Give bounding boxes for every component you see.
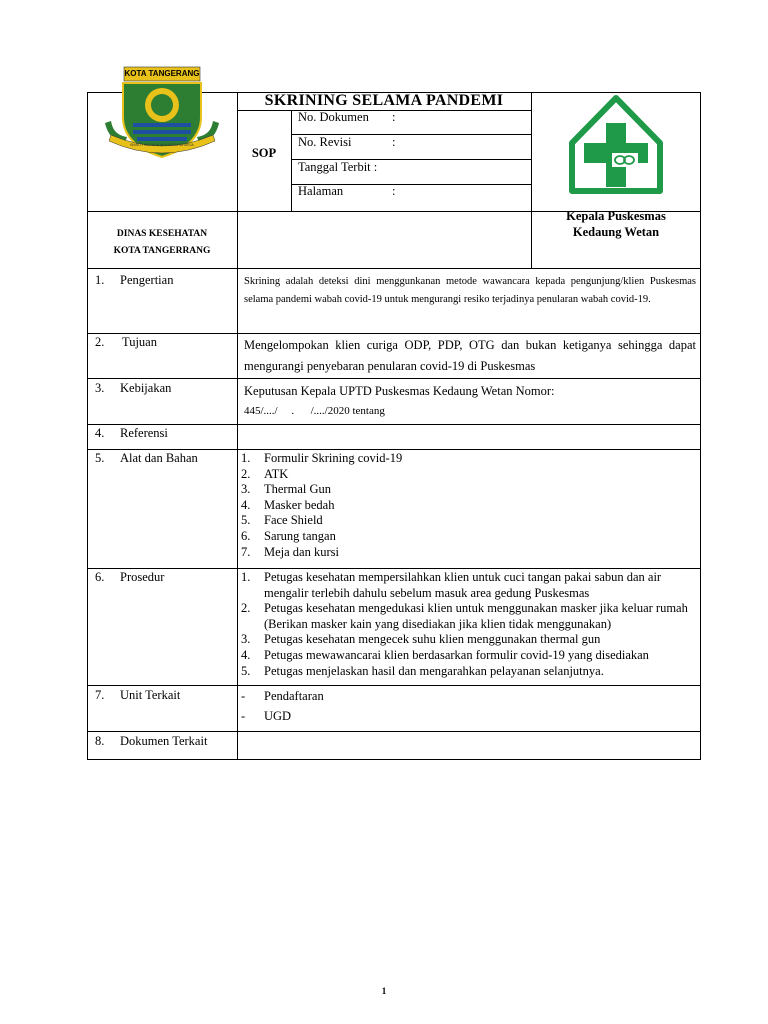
row-tujuan-label xyxy=(87,335,237,351)
row-label: Pengertian xyxy=(120,273,174,287)
doc-number-colon: : xyxy=(392,110,396,124)
list-item xyxy=(241,467,696,483)
row-pengertian-label xyxy=(87,273,237,289)
row-kebijakan-text xyxy=(244,381,696,421)
list-item-text: ATK xyxy=(264,466,289,481)
list-item-text: Meja dan kursi xyxy=(264,544,339,559)
issue-date-label: Tanggal Terbit : xyxy=(298,160,378,174)
list-item xyxy=(241,513,696,529)
page-number: 1 xyxy=(381,986,387,996)
row-referensi-label xyxy=(87,426,237,442)
head-of-puskesmas xyxy=(531,209,701,240)
page-row xyxy=(298,184,528,211)
divider xyxy=(87,568,701,569)
alat-list xyxy=(241,451,696,560)
row-label: Tujuan xyxy=(122,335,157,349)
sop-label: SOP xyxy=(251,146,277,160)
list-item-number: 4. xyxy=(241,647,251,662)
row-tujuan-text: Mengelompokan klien curiga ODP, PDP, OTG dan bukan ketiganya sehingga dapat mengurangi penyebaran penularan covid-19 di Puskesmas xyxy=(244,338,696,373)
list-item-number: 3. xyxy=(241,482,251,497)
row-number: 8. xyxy=(95,734,105,748)
list-item-number: 5. xyxy=(241,513,251,528)
list-item xyxy=(241,498,696,514)
issue-date-row xyxy=(298,159,528,184)
revision-label: No. Revisi xyxy=(298,135,352,149)
list-item xyxy=(241,632,696,648)
divider xyxy=(531,92,532,269)
puskesmas-logo xyxy=(568,95,664,197)
list-item-text: Petugas kesehatan mempersilahkan klien untuk cuci tangan pakai sabun dan air mengalir terlebih dahulu sebelum masuk area gedung Puskesmas xyxy=(264,570,662,600)
row-number: 2. xyxy=(95,335,105,349)
head-line-1: Kepala Puskesmas xyxy=(566,209,666,223)
list-item-text: Petugas menjelaskan hasil dan mengarahkan pelayanan selanjutnya. xyxy=(264,663,604,678)
list-item xyxy=(241,482,696,498)
divider xyxy=(87,424,701,425)
row-label: Unit Terkait xyxy=(120,688,181,702)
row-number: 5. xyxy=(95,451,105,465)
list-item-number: 2. xyxy=(241,466,251,481)
page-colon: : xyxy=(392,184,396,198)
row-dokumen-label xyxy=(87,734,237,750)
list-item-text: Face Shield xyxy=(264,513,323,528)
list-item-number: 4. xyxy=(241,497,251,512)
list-item xyxy=(241,601,696,632)
row-label: Dokumen Terkait xyxy=(120,734,208,748)
revision-row xyxy=(298,134,528,159)
revision-colon: : xyxy=(392,135,396,149)
list-item-number: 1. xyxy=(241,570,251,584)
list-item-number: 3. xyxy=(241,632,251,647)
row-unit-label xyxy=(87,688,237,704)
head-line-2: Kedaung Wetan xyxy=(572,224,660,239)
divider xyxy=(87,731,701,732)
list-item xyxy=(241,451,696,467)
row-alat-label xyxy=(87,451,237,467)
list-item xyxy=(241,688,696,704)
doc-number-row xyxy=(298,110,528,134)
kota-tangerang-crest xyxy=(103,65,221,160)
kebijakan-line-1: Keputusan Kepala UPTD Puskesmas Kedaung Wetan Nomor: xyxy=(244,384,555,398)
list-item-number: 6. xyxy=(241,528,251,543)
divider xyxy=(237,269,238,760)
doc-number-label: No. Dokumen xyxy=(298,110,369,124)
crest-banner-text: KOTA TANGERANG xyxy=(124,69,200,78)
row-pengertian-text: Skrining adalah deteksi dini menggunkanan metode wawancara kepada pengunjung/klien Puskesmas selama pandemi wabah covid-19 untuk mengurangi resiko terjadinya penularan wabah covid-19. xyxy=(244,276,696,305)
department-line-2: KOTA TANGERRANG xyxy=(113,246,211,256)
list-item-number: - xyxy=(241,689,246,703)
list-item xyxy=(241,570,696,601)
kebijakan-line-2: 445/..../ . /..../2020 tentang xyxy=(244,405,385,417)
list-item-text: Sarung tangan xyxy=(264,528,336,543)
row-prosedur-label xyxy=(87,570,237,586)
list-item-text: Petugas kesehatan mengedukasi klien untuk menggunakan masker jika keluar rumah (Berikan masker kain yang disediakan jika klien tidak menggunakan) xyxy=(264,601,688,631)
row-kebijakan-label xyxy=(87,381,237,397)
list-item-text: Petugas mewawancarai klien berdasarkan formulir covid-19 yang disediakan xyxy=(264,647,649,662)
list-item xyxy=(241,529,696,545)
list-item xyxy=(241,664,696,680)
row-label: Alat dan Bahan xyxy=(120,451,198,465)
row-label: Kebijakan xyxy=(120,381,172,395)
divider xyxy=(87,378,701,379)
row-number: 3. xyxy=(95,381,105,395)
list-item-number: 1. xyxy=(241,451,251,465)
list-item xyxy=(241,545,696,561)
department-line-1: DINAS KESEHATAN xyxy=(116,229,208,239)
page-label: Halaman xyxy=(298,184,344,198)
list-item-number: 7. xyxy=(241,544,251,559)
list-item xyxy=(241,648,696,664)
prosedur-list xyxy=(241,570,696,679)
department-name xyxy=(87,226,237,260)
row-label: Prosedur xyxy=(120,570,165,584)
list-item-text: Masker bedah xyxy=(264,497,335,512)
list-item-text: Petugas kesehatan mengecek suhu klien menggunakan thermal gun xyxy=(264,632,601,647)
row-number: 7. xyxy=(95,688,105,702)
divider xyxy=(87,685,701,686)
divider xyxy=(291,110,292,211)
page-title: SKRINING SELAMA PANDEMI xyxy=(264,92,504,109)
row-number: 1. xyxy=(95,273,105,287)
unit-list xyxy=(241,688,696,724)
list-item xyxy=(241,708,696,724)
crest-motto-text: BHAKTI KARYA ADHI KERTA RAHARJA xyxy=(130,143,194,147)
divider xyxy=(87,333,701,334)
row-number: 4. xyxy=(95,426,105,440)
list-item-number: - xyxy=(241,709,246,723)
row-label: Referensi xyxy=(120,426,168,440)
list-item-number: 5. xyxy=(241,663,251,678)
list-item-number: 2. xyxy=(241,601,251,616)
list-item-text: Thermal Gun xyxy=(264,482,331,497)
list-item-text: Formulir Skrining covid-19 xyxy=(264,451,403,465)
list-item-text: Pendaftaran xyxy=(264,689,324,703)
row-number: 6. xyxy=(95,570,105,584)
divider xyxy=(87,449,701,450)
list-item-text: UGD xyxy=(264,709,292,723)
